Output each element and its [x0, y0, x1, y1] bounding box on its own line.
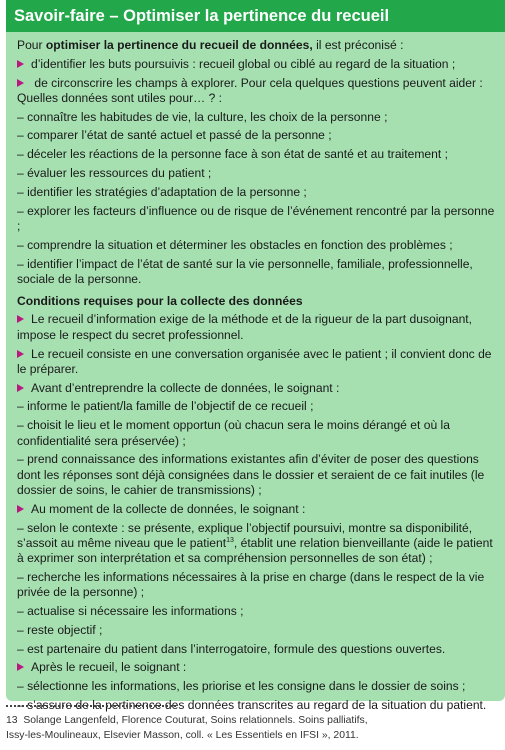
triangle-bullet-icon	[17, 315, 24, 323]
savoir-faire-box	[6, 0, 505, 712]
question-item: – identifier les stratégies d’adaptation de la personne ;	[17, 184, 307, 199]
intro-bold: optimiser la pertinence du recueil de données,	[45, 38, 313, 52]
condition-item: Le recueil d’information exige de la méthode et de la rigueur de la part dusoignant, impose le respect du secret professionnel.	[17, 312, 473, 342]
condition-item: Le recueil consiste en une conversation organisée avec le patient ; il convient donc de le préparer.	[17, 346, 492, 376]
question-item: – connaître les habitudes de vie, la culture, les choix de la personne ;	[17, 109, 388, 124]
during-item: – selon le contexte : se présente, explique l’objectif poursuivi, montre sa disponibilité, s’assoit au même niveau que le patient$^{13}$, établit une relation bienveillante (aide le patient à exprimer son interprétation et sa compréhension personnelles de son état) ;	[17, 520, 493, 566]
during-item: – est partenaire du patient dans l’interrogatoire, formule des questions ouvertes.	[17, 641, 446, 656]
goal-item: d’identifier les buts poursuivis : recueil global ou ciblé au regard de la situation ;	[17, 57, 497, 72]
question-item: – identifier l’impact de l’état de santé sur la vie personnelle, familiale, professionnelle, sociale de la personne.	[17, 256, 473, 286]
during-item: – recherche les informations nécessaires à la prise en charge (dans le respect de la vie privée de la personne) ;	[17, 569, 485, 600]
box-content	[6, 32, 505, 713]
during-item: – actualise si nécessaire les informations ;	[17, 604, 244, 618]
question-item: – évaluer les ressources du patient ;	[17, 166, 212, 181]
box-title: Savoir-faire – Optimiser la pertinence du recueil	[6, 0, 505, 32]
triangle-bullet-icon	[17, 350, 24, 358]
after-item: – s’assure de la pertinence des données transcrites au regard de la situation du patient.	[17, 697, 487, 712]
question-item: – comprendre la situation et déterminer les obstacles en fonction des problèmes ;	[17, 237, 453, 252]
conditions-heading: Conditions requises pour la collecte des données	[17, 294, 303, 309]
during-item: – reste objectif ;	[17, 622, 103, 637]
footnote-divider	[6, 705, 176, 707]
after-item: – sélectionne les informations, les priorise et les consigne dans le dossier de soins ;	[17, 679, 466, 694]
triangle-bullet-icon	[17, 60, 24, 68]
footnote-number: 13	[6, 715, 18, 726]
question-item: – comparer l’état de santé actuel et passé de la personne ;	[17, 128, 332, 143]
question-item: – déceler les réactions de la personne face à son état de santé et au traitement ;	[17, 147, 448, 162]
intro-paragraph	[17, 38, 497, 53]
footnote-ref: 13	[226, 536, 234, 544]
goal-item: de circonscrire les champs à explorer. Pour cela quelques questions peuvent aider : Quelles données sont utiles pour… ? :	[17, 75, 483, 105]
intro-prefix: Pour	[17, 38, 46, 52]
footnote-text: 13 Solange Langenfeld, Florence Couturat, Soins relationnels. Soins palliatifs, Issy-les-Moulineaux, Elsevier Masson, coll. « Les Essentiels en IFSI », 2011.	[6, 715, 368, 741]
triangle-bullet-icon	[17, 505, 24, 513]
triangle-bullet-icon	[17, 663, 24, 671]
during-lead: Au moment de la collecte de données, le soignant :	[17, 502, 497, 517]
triangle-bullet-icon	[17, 384, 24, 392]
intro-suffix: il est préconisé :	[312, 38, 404, 52]
after-lead: Après le recueil, le soignant :	[17, 660, 497, 675]
before-item: – choisit le lieu et le moment opportun (où chacun sera le moins dérangé et où la confidentialité sera préservée) ;	[17, 418, 450, 448]
question-item: – explorer les facteurs d’influence ou de risque de l’événement rencontré par la personne ;	[17, 203, 495, 233]
before-item: – prend connaissance des informations existantes afin d’éviter de poser des questions dont les réponses sont déjà consignées dans le dossier et seraient de ce fait inutiles (le dossier de soins, le cahier de transmissions) ;	[17, 452, 485, 497]
before-item: – informe le patient/la famille de l’objectif de ce recueil ;	[17, 399, 314, 414]
footnote	[6, 705, 386, 743]
before-lead: Avant d’entreprendre la collecte de données, le soignant :	[17, 381, 497, 396]
triangle-bullet-icon	[17, 79, 24, 87]
